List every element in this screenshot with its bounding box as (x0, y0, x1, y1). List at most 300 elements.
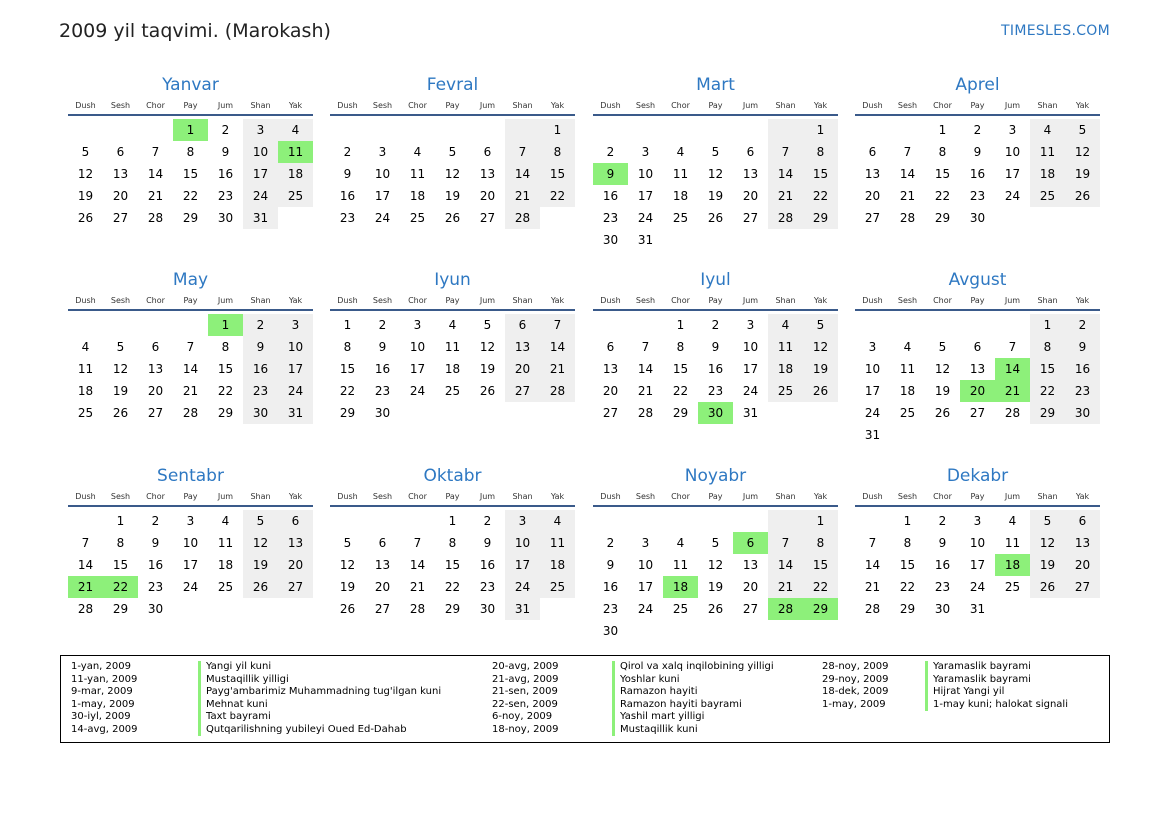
day-cell[interactable]: 24 (278, 380, 313, 402)
day-cell[interactable]: 17 (374, 189, 391, 203)
day-cell[interactable]: 17 (637, 580, 654, 594)
day-cell[interactable]: 30 (602, 233, 619, 247)
day-cell[interactable]: 18 (995, 554, 1030, 576)
day-cell[interactable]: 9 (711, 340, 720, 354)
day-cell[interactable]: 12 (77, 167, 94, 181)
day-cell[interactable]: 8 (1030, 336, 1065, 358)
day-cell[interactable]: 25 (672, 211, 689, 225)
day-cell[interactable]: 28 (182, 406, 199, 420)
day-cell[interactable]: 19 (444, 189, 461, 203)
day-cell[interactable]: 13 (742, 167, 759, 181)
day-cell[interactable]: 22 (339, 384, 356, 398)
day-cell[interactable]: 22 (672, 384, 689, 398)
day-cell[interactable]: 24 (1004, 189, 1021, 203)
day-cell[interactable]: 22 (1030, 380, 1065, 402)
day-cell[interactable]: 5 (448, 145, 457, 159)
day-cell[interactable]: 29 (182, 211, 199, 225)
day-cell[interactable]: 7 (641, 340, 650, 354)
day-cell[interactable]: 2 (243, 314, 278, 336)
day-cell[interactable]: 8 (343, 340, 352, 354)
day-cell[interactable]: 5 (711, 145, 720, 159)
day-cell[interactable]: 31 (742, 406, 759, 420)
day-cell[interactable]: 5 (803, 314, 838, 336)
day-cell[interactable]: 25 (409, 211, 426, 225)
day-cell[interactable]: 2 (151, 514, 160, 528)
day-cell[interactable]: 21 (182, 384, 199, 398)
day-cell[interactable]: 8 (221, 340, 230, 354)
day-cell[interactable]: 31 (278, 402, 313, 424)
day-cell[interactable]: 16 (217, 167, 234, 181)
day-cell[interactable]: 14 (768, 554, 803, 576)
day-cell[interactable]: 11 (1030, 141, 1065, 163)
day-cell[interactable]: 19 (934, 384, 951, 398)
day-cell[interactable]: 24 (374, 211, 391, 225)
day-cell[interactable]: 4 (768, 314, 803, 336)
day-cell[interactable]: 21 (864, 580, 881, 594)
day-cell[interactable]: 16 (1065, 358, 1100, 380)
day-cell[interactable]: 30 (243, 402, 278, 424)
day-cell[interactable]: 16 (602, 580, 619, 594)
day-cell[interactable]: 12 (934, 362, 951, 376)
day-cell[interactable]: 6 (505, 314, 540, 336)
day-cell[interactable]: 29 (339, 406, 356, 420)
day-cell[interactable]: 19 (1030, 554, 1065, 576)
day-cell[interactable]: 17 (505, 554, 540, 576)
day-cell[interactable]: 27 (602, 406, 619, 420)
day-cell[interactable]: 20 (147, 384, 164, 398)
day-cell[interactable]: 4 (448, 318, 457, 332)
day-cell[interactable]: 3 (186, 514, 195, 528)
day-cell[interactable]: 20 (374, 580, 391, 594)
day-cell[interactable]: 23 (602, 211, 619, 225)
day-cell[interactable]: 30 (479, 602, 496, 616)
day-cell[interactable]: 21 (899, 189, 916, 203)
day-cell[interactable]: 18 (217, 558, 234, 572)
day-cell[interactable]: 18 (540, 554, 575, 576)
day-cell[interactable]: 17 (1004, 167, 1021, 181)
day-cell[interactable]: 21 (147, 189, 164, 203)
day-cell[interactable]: 9 (593, 163, 628, 185)
day-cell[interactable]: 2 (973, 123, 982, 137)
day-cell[interactable]: 1 (1030, 314, 1065, 336)
day-cell[interactable]: 5 (116, 340, 125, 354)
day-cell[interactable]: 9 (243, 336, 278, 358)
day-cell[interactable]: 15 (112, 558, 129, 572)
day-cell[interactable]: 3 (1008, 123, 1017, 137)
day-cell[interactable]: 14 (77, 558, 94, 572)
day-cell[interactable]: 10 (637, 167, 654, 181)
day-cell[interactable]: 17 (182, 558, 199, 572)
day-cell[interactable]: 15 (803, 163, 838, 185)
day-cell[interactable]: 13 (374, 558, 391, 572)
day-cell[interactable]: 13 (479, 167, 496, 181)
day-cell[interactable]: 6 (378, 536, 387, 550)
day-cell[interactable]: 28 (768, 207, 803, 229)
day-cell[interactable]: 28 (540, 380, 575, 402)
day-cell[interactable]: 13 (742, 558, 759, 572)
day-cell[interactable]: 12 (1065, 141, 1100, 163)
day-cell[interactable]: 28 (768, 598, 803, 620)
day-cell[interactable]: 6 (483, 145, 492, 159)
day-cell[interactable]: 12 (1030, 532, 1065, 554)
day-cell[interactable]: 2 (483, 514, 492, 528)
day-cell[interactable]: 11 (77, 362, 94, 376)
day-cell[interactable]: 17 (864, 384, 881, 398)
day-cell[interactable]: 25 (768, 380, 803, 402)
day-cell[interactable]: 26 (803, 380, 838, 402)
day-cell[interactable]: 10 (969, 536, 986, 550)
day-cell[interactable]: 28 (864, 602, 881, 616)
day-cell[interactable]: 19 (77, 189, 94, 203)
day-cell[interactable]: 11 (1004, 536, 1021, 550)
day-cell[interactable]: 28 (409, 602, 426, 616)
day-cell[interactable]: 9 (151, 536, 160, 550)
day-cell[interactable]: 16 (243, 358, 278, 380)
day-cell[interactable]: 15 (1030, 358, 1065, 380)
day-cell[interactable]: 17 (969, 558, 986, 572)
day-cell[interactable]: 9 (483, 536, 492, 550)
day-cell[interactable]: 27 (742, 602, 759, 616)
day-cell[interactable]: 7 (151, 145, 160, 159)
day-cell[interactable]: 28 (899, 211, 916, 225)
day-cell[interactable]: 11 (409, 167, 426, 181)
day-cell[interactable]: 10 (637, 558, 654, 572)
day-cell[interactable]: 12 (444, 167, 461, 181)
day-cell[interactable]: 27 (479, 211, 496, 225)
day-cell[interactable]: 17 (278, 358, 313, 380)
day-cell[interactable]: 4 (676, 145, 685, 159)
day-cell[interactable]: 13 (147, 362, 164, 376)
day-cell[interactable]: 23 (934, 580, 951, 594)
day-cell[interactable]: 14 (182, 362, 199, 376)
day-cell[interactable]: 29 (444, 602, 461, 616)
day-cell[interactable]: 6 (606, 340, 615, 354)
day-cell[interactable]: 27 (742, 211, 759, 225)
day-cell[interactable]: 27 (864, 211, 881, 225)
day-cell[interactable]: 24 (409, 384, 426, 398)
day-cell[interactable]: 7 (540, 314, 575, 336)
day-cell[interactable]: 14 (995, 358, 1030, 380)
day-cell[interactable]: 27 (147, 406, 164, 420)
day-cell[interactable]: 6 (746, 145, 755, 159)
day-cell[interactable]: 22 (217, 384, 234, 398)
day-cell[interactable]: 21 (995, 380, 1030, 402)
day-cell[interactable]: 11 (899, 362, 916, 376)
day-cell[interactable]: 24 (969, 580, 986, 594)
day-cell[interactable]: 26 (479, 384, 496, 398)
day-cell[interactable]: 25 (444, 384, 461, 398)
day-cell[interactable]: 24 (637, 211, 654, 225)
day-cell[interactable]: 26 (707, 211, 724, 225)
day-cell[interactable]: 4 (1008, 514, 1017, 528)
day-cell[interactable]: 25 (1030, 185, 1065, 207)
day-cell[interactable]: 2 (378, 318, 387, 332)
day-cell[interactable]: 7 (505, 141, 540, 163)
day-cell[interactable]: 20 (479, 189, 496, 203)
day-cell[interactable]: 19 (803, 358, 838, 380)
day-cell[interactable]: 17 (637, 189, 654, 203)
day-cell[interactable]: 19 (707, 580, 724, 594)
day-cell[interactable]: 22 (540, 185, 575, 207)
day-cell[interactable]: 12 (707, 167, 724, 181)
day-cell[interactable]: 4 (221, 514, 230, 528)
day-cell[interactable]: 26 (112, 406, 129, 420)
day-cell[interactable]: 28 (637, 406, 654, 420)
day-cell[interactable]: 7 (768, 141, 803, 163)
day-cell[interactable]: 18 (77, 384, 94, 398)
day-cell[interactable]: 21 (409, 580, 426, 594)
day-cell[interactable]: 6 (151, 340, 160, 354)
day-cell[interactable]: 2 (221, 123, 230, 137)
day-cell[interactable]: 15 (803, 554, 838, 576)
day-cell[interactable]: 20 (112, 189, 129, 203)
day-cell[interactable]: 16 (374, 362, 391, 376)
day-cell[interactable]: 1 (903, 514, 912, 528)
day-cell[interactable]: 29 (112, 602, 129, 616)
day-cell[interactable]: 19 (112, 384, 129, 398)
day-cell[interactable]: 19 (707, 189, 724, 203)
day-cell[interactable]: 3 (278, 314, 313, 336)
day-cell[interactable]: 16 (934, 558, 951, 572)
day-cell[interactable]: 20 (864, 189, 881, 203)
day-cell[interactable]: 3 (973, 514, 982, 528)
day-cell[interactable]: 1 (803, 510, 838, 532)
day-cell[interactable]: 30 (969, 211, 986, 225)
day-cell[interactable]: 2 (938, 514, 947, 528)
day-cell[interactable]: 8 (186, 145, 195, 159)
day-cell[interactable]: 31 (969, 602, 986, 616)
day-cell[interactable]: 16 (479, 558, 496, 572)
day-cell[interactable]: 19 (479, 362, 496, 376)
day-cell[interactable]: 29 (217, 406, 234, 420)
day-cell[interactable]: 26 (1065, 185, 1100, 207)
day-cell[interactable]: 12 (707, 558, 724, 572)
day-cell[interactable]: 12 (803, 336, 838, 358)
day-cell[interactable]: 21 (68, 576, 103, 598)
day-cell[interactable]: 16 (147, 558, 164, 572)
day-cell[interactable]: 22 (182, 189, 199, 203)
day-cell[interactable]: 18 (409, 189, 426, 203)
day-cell[interactable]: 24 (637, 602, 654, 616)
day-cell[interactable]: 6 (278, 510, 313, 532)
day-cell[interactable]: 7 (186, 340, 195, 354)
day-cell[interactable]: 26 (77, 211, 94, 225)
day-cell[interactable]: 4 (676, 536, 685, 550)
day-cell[interactable]: 16 (707, 362, 724, 376)
day-cell[interactable]: 14 (505, 163, 540, 185)
day-cell[interactable]: 11 (672, 558, 689, 572)
day-cell[interactable]: 30 (217, 211, 234, 225)
day-cell[interactable]: 9 (973, 145, 982, 159)
day-cell[interactable]: 23 (969, 189, 986, 203)
day-cell[interactable]: 10 (505, 532, 540, 554)
day-cell[interactable]: 12 (112, 362, 129, 376)
day-cell[interactable]: 9 (343, 167, 352, 181)
day-cell[interactable]: 3 (413, 318, 422, 332)
day-cell[interactable]: 25 (540, 576, 575, 598)
day-cell[interactable]: 30 (147, 602, 164, 616)
day-cell[interactable]: 8 (116, 536, 125, 550)
day-cell[interactable]: 5 (243, 510, 278, 532)
day-cell[interactable]: 13 (112, 167, 129, 181)
day-cell[interactable]: 22 (803, 576, 838, 598)
day-cell[interactable]: 4 (413, 145, 422, 159)
day-cell[interactable]: 9 (378, 340, 387, 354)
day-cell[interactable]: 20 (1065, 554, 1100, 576)
day-cell[interactable]: 18 (278, 163, 313, 185)
day-cell[interactable]: 1 (938, 123, 947, 137)
day-cell[interactable]: 13 (602, 362, 619, 376)
day-cell[interactable]: 23 (1065, 380, 1100, 402)
day-cell[interactable]: 26 (243, 576, 278, 598)
day-cell[interactable]: 28 (77, 602, 94, 616)
day-cell[interactable]: 14 (864, 558, 881, 572)
day-cell[interactable]: 24 (182, 580, 199, 594)
day-cell[interactable]: 13 (864, 167, 881, 181)
day-cell[interactable]: 24 (864, 406, 881, 420)
day-cell[interactable]: 30 (934, 602, 951, 616)
day-cell[interactable]: 22 (899, 580, 916, 594)
day-cell[interactable]: 21 (768, 576, 803, 598)
day-cell[interactable]: 9 (1065, 336, 1100, 358)
day-cell[interactable]: 3 (746, 318, 755, 332)
day-cell[interactable]: 1 (448, 514, 457, 528)
day-cell[interactable]: 24 (742, 384, 759, 398)
day-cell[interactable]: 5 (711, 536, 720, 550)
day-cell[interactable]: 22 (444, 580, 461, 594)
day-cell[interactable]: 11 (278, 141, 313, 163)
day-cell[interactable]: 19 (339, 580, 356, 594)
day-cell[interactable]: 14 (637, 362, 654, 376)
day-cell[interactable]: 7 (903, 145, 912, 159)
day-cell[interactable]: 8 (803, 532, 838, 554)
day-cell[interactable]: 14 (147, 167, 164, 181)
day-cell[interactable]: 4 (540, 510, 575, 532)
day-cell[interactable]: 2 (711, 318, 720, 332)
day-cell[interactable]: 11 (768, 336, 803, 358)
day-cell[interactable]: 8 (903, 536, 912, 550)
day-cell[interactable]: 17 (742, 362, 759, 376)
day-cell[interactable]: 15 (339, 362, 356, 376)
day-cell[interactable]: 17 (409, 362, 426, 376)
day-cell[interactable]: 18 (899, 384, 916, 398)
day-cell[interactable]: 5 (483, 318, 492, 332)
day-cell[interactable]: 29 (1030, 402, 1065, 424)
day-cell[interactable]: 5 (81, 145, 90, 159)
day-cell[interactable]: 18 (1030, 163, 1065, 185)
day-cell[interactable]: 10 (374, 167, 391, 181)
day-cell[interactable]: 15 (899, 558, 916, 572)
day-cell[interactable]: 31 (864, 428, 881, 442)
day-cell[interactable]: 14 (540, 336, 575, 358)
day-cell[interactable]: 26 (444, 211, 461, 225)
day-cell[interactable]: 23 (147, 580, 164, 594)
day-cell[interactable]: 10 (243, 141, 278, 163)
day-cell[interactable]: 20 (505, 358, 540, 380)
day-cell[interactable]: 3 (505, 510, 540, 532)
day-cell[interactable]: 5 (343, 536, 352, 550)
day-cell[interactable]: 3 (868, 340, 877, 354)
day-cell[interactable]: 7 (81, 536, 90, 550)
day-cell[interactable]: 30 (1065, 402, 1100, 424)
day-cell[interactable]: 31 (505, 598, 540, 620)
day-cell[interactable]: 27 (278, 576, 313, 598)
day-cell[interactable]: 25 (278, 185, 313, 207)
day-cell[interactable]: 26 (707, 602, 724, 616)
day-cell[interactable]: 8 (540, 141, 575, 163)
day-cell[interactable]: 22 (803, 185, 838, 207)
day-cell[interactable]: 9 (938, 536, 947, 550)
day-cell[interactable]: 21 (540, 358, 575, 380)
day-cell[interactable]: 11 (217, 536, 234, 550)
day-cell[interactable]: 25 (672, 602, 689, 616)
day-cell[interactable]: 20 (960, 380, 995, 402)
day-cell[interactable]: 22 (103, 576, 138, 598)
day-cell[interactable]: 3 (243, 119, 278, 141)
day-cell[interactable]: 16 (339, 189, 356, 203)
day-cell[interactable]: 2 (606, 145, 615, 159)
day-cell[interactable]: 18 (672, 189, 689, 203)
day-cell[interactable]: 7 (768, 532, 803, 554)
day-cell[interactable]: 27 (374, 602, 391, 616)
day-cell[interactable]: 23 (374, 384, 391, 398)
day-cell[interactable]: 17 (243, 163, 278, 185)
day-cell[interactable]: 12 (339, 558, 356, 572)
day-cell[interactable]: 7 (1008, 340, 1017, 354)
day-cell[interactable]: 3 (641, 145, 650, 159)
day-cell[interactable]: 18 (768, 358, 803, 380)
day-cell[interactable]: 23 (707, 384, 724, 398)
day-cell[interactable]: 25 (217, 580, 234, 594)
day-cell[interactable]: 29 (803, 207, 838, 229)
day-cell[interactable]: 20 (278, 554, 313, 576)
day-cell[interactable]: 22 (934, 189, 951, 203)
day-cell[interactable]: 11 (540, 532, 575, 554)
day-cell[interactable]: 8 (803, 141, 838, 163)
day-cell[interactable]: 2 (343, 145, 352, 159)
day-cell[interactable]: 21 (505, 185, 540, 207)
day-cell[interactable]: 13 (505, 336, 540, 358)
day-cell[interactable]: 5 (938, 340, 947, 354)
day-cell[interactable]: 24 (243, 185, 278, 207)
day-cell[interactable]: 19 (243, 554, 278, 576)
day-cell[interactable]: 18 (663, 576, 698, 598)
day-cell[interactable]: 26 (339, 602, 356, 616)
day-cell[interactable]: 13 (278, 532, 313, 554)
day-cell[interactable]: 16 (969, 167, 986, 181)
day-cell[interactable]: 20 (602, 384, 619, 398)
day-cell[interactable]: 15 (444, 558, 461, 572)
day-cell[interactable]: 23 (217, 189, 234, 203)
day-cell[interactable]: 4 (1030, 119, 1065, 141)
day-cell[interactable]: 13 (969, 362, 986, 376)
day-cell[interactable]: 1 (540, 119, 575, 141)
day-cell[interactable]: 26 (1030, 576, 1065, 598)
day-cell[interactable]: 15 (672, 362, 689, 376)
day-cell[interactable]: 6 (1065, 510, 1100, 532)
day-cell[interactable]: 21 (637, 384, 654, 398)
day-cell[interactable]: 1 (173, 119, 208, 141)
day-cell[interactable]: 24 (505, 576, 540, 598)
day-cell[interactable]: 25 (899, 406, 916, 420)
day-cell[interactable]: 8 (676, 340, 685, 354)
day-cell[interactable]: 10 (1004, 145, 1021, 159)
day-cell[interactable]: 10 (182, 536, 199, 550)
day-cell[interactable]: 1 (116, 514, 125, 528)
day-cell[interactable]: 2 (1065, 314, 1100, 336)
day-cell[interactable]: 27 (969, 406, 986, 420)
day-cell[interactable]: 31 (243, 207, 278, 229)
